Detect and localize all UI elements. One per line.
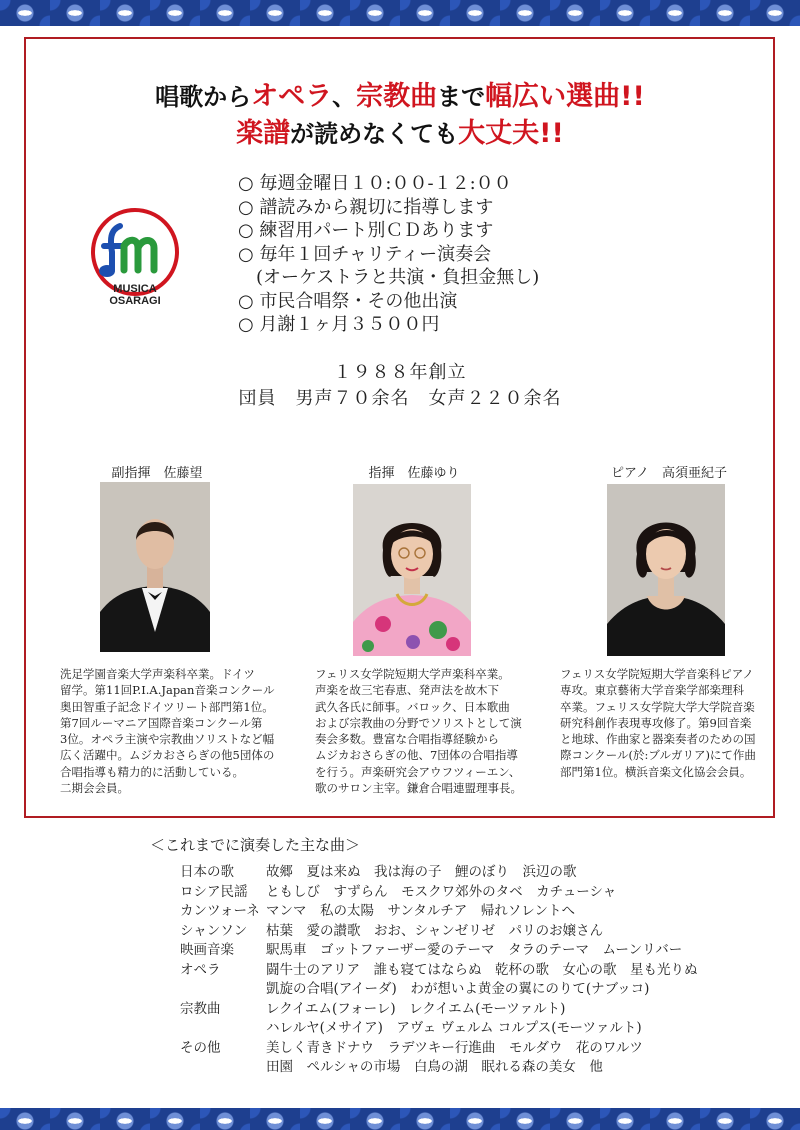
song-items: ハレルヤ(メサイア) アヴェ ヴェルム コルプス(モーツァルト) (266, 1020, 642, 1036)
portrait-photo-assistant-conductor (100, 482, 210, 652)
songs-list (180, 863, 697, 1078)
song-row (180, 1019, 697, 1039)
bio-line: 際コンクール(於:ブルガリア)にて作曲 (560, 748, 756, 763)
song-items: 闘牛士のアリア 誰も寝てはならぬ 乾杯の歌 女心の歌 星も光りぬ (266, 961, 698, 978)
song-row (180, 922, 697, 942)
song-genre: 映画音楽 (180, 942, 234, 958)
song-row (180, 980, 697, 1000)
decorative-bottom-band (0, 1108, 800, 1130)
info-item: ○ 譜読みから親切に指導します (238, 196, 494, 218)
bio-line: 武久各氏に師事。バロック、日本歌曲 (315, 699, 510, 714)
song-items: 田園 ペルシャの市場 白鳥の湖 眠れる森の美女 他 (266, 1059, 603, 1075)
song-row (180, 1039, 697, 1059)
song-genre (180, 1058, 266, 1078)
song-row (180, 902, 697, 922)
bio-line: 留学。第11回P.I.A.Japan音楽コンクール (60, 683, 275, 698)
bio-line: フェリス女学院短期大学音楽科ピアノ (560, 667, 754, 681)
song-items: 駅馬車 ゴットファーザー愛のテーマ タラのテーマ ムーンリバー (266, 942, 683, 958)
info-list (238, 172, 638, 337)
person-title-conductor: 指揮 佐藤ゆり (368, 466, 460, 481)
song-items: レクイエム(フォーレ) レクイエム(モーツァルト) (266, 1000, 566, 1017)
song-row (180, 863, 697, 883)
song-genre: 日本の歌 (180, 864, 234, 880)
bio-line: 3位。オペラ主演や宗教曲ソリストなど幅 (60, 732, 275, 747)
person-title-assistant-conductor: 副指揮 佐藤望 (111, 466, 203, 481)
bio-line: 声楽を故三宅春恵、発声法を故木下 (315, 683, 499, 698)
bio-assistant-conductor (60, 666, 285, 796)
bio-line: 部門第1位。横浜音楽文化協会会員。 (560, 764, 752, 779)
song-genre: シャンソン (180, 922, 248, 939)
bio-line: 合唱指導も精力的に活動している。 (60, 764, 244, 779)
info-item: (オーケストラと共演・負担金無し) (238, 267, 540, 288)
bio-line: 歌のサロン主宰。鎌倉合唱連盟理事長。 (315, 781, 522, 796)
info-item: ○ 毎週金曜日１０:００-１２:００ (238, 173, 512, 194)
bio-line: を行う。声楽研究会アウフツィーエン、 (315, 764, 521, 779)
bio-line: 奏会多数。豊富な合唱指導経験から (315, 732, 499, 747)
info-item: ○ 月謝１ヶ月３５００円 (238, 314, 440, 335)
bio-line: と地球、作曲家と器楽奏者のための国 (560, 732, 756, 747)
song-items: 故郷 夏は来ぬ 我は海の子 鯉のぼり 浜辺の歌 (266, 864, 577, 880)
song-row (180, 1058, 697, 1078)
song-items: ともしび すずらん モスクワ郊外のタベ カチューシャ (266, 883, 617, 900)
songs-section-title: ＜これまでに演奏した主な曲＞ (150, 836, 361, 854)
song-genre: ロシア民謡 (180, 883, 248, 900)
bio-line: 研究科創作表現専攻修了。第9回音楽 (560, 715, 752, 730)
bio-line: 広く活躍中。ムジカおさらぎの他5団体の (60, 748, 275, 763)
song-genre: カンツォーネ (180, 903, 260, 919)
member-count: 団員 男声７０余名 女声２２０余名 (238, 388, 562, 409)
founded-year: １９８８年創立 (333, 362, 467, 383)
song-items: マンマ 私の太陽 サンタルチア 帰れソレントへ (266, 903, 575, 919)
logo-note-head (99, 265, 115, 277)
logo-text-osaragi: OSARAGI (109, 295, 161, 307)
song-items: 凱旋の合唱(アイーダ) わが想いよ黄金の翼にのりて(ナブッコ) (266, 981, 650, 997)
song-genre (180, 1019, 266, 1039)
bio-pianist (560, 666, 760, 780)
bio-line: 二期会会員。 (60, 781, 129, 796)
info-item: ○ 毎年１回チャリティー演奏会 (238, 243, 492, 265)
song-genre (180, 980, 266, 1000)
song-row (180, 883, 697, 903)
song-row (180, 1000, 697, 1020)
bio-line: 卒業。フェリス女学院大学大学院音楽 (560, 699, 755, 714)
bio-conductor (315, 666, 535, 796)
song-row (180, 961, 697, 981)
song-genre: その他 (180, 1039, 221, 1056)
bio-line: 奥田智重子記念ドイツリート部門第1位。 (60, 699, 274, 714)
person-title-pianist: ピアノ 高須亜紀子 (611, 466, 727, 481)
bio-line: フェリス女学院短期大学声楽科卒業。 (315, 667, 510, 681)
musica-osaragi-logo (80, 208, 190, 308)
portrait-photo-pianist (607, 484, 725, 656)
bio-line: 専攻。東京藝術大学音楽学部楽理科 (560, 683, 744, 698)
song-row (180, 941, 697, 961)
song-genre: オペラ (180, 961, 221, 978)
bio-line: ムジカおさらぎの他、7団体の合唱指導 (315, 748, 518, 763)
decorative-top-band (0, 0, 800, 26)
headline-line-2: 楽譜が読めなくても大丈夫!! (236, 118, 564, 149)
song-genre: 宗教曲 (180, 1000, 221, 1017)
bio-line: 洗足学園音楽大学声楽科卒業。ドイツ (60, 667, 255, 681)
info-item: ○ 市民合唱祭・その他出演 (238, 290, 458, 312)
song-items: 枯葉 愛の讃歌 おお、シャンゼリゼ パリのお嬢さん (266, 922, 604, 939)
portrait-photo-conductor (353, 484, 471, 656)
bio-line: および宗教曲の分野でソリストとして演 (315, 715, 522, 730)
headline-line-1: 唱歌からオペラ、宗教曲まで幅広い選曲!! (155, 81, 645, 112)
bio-line: 第7回ルーマニア国際音楽コンクール第 (60, 715, 263, 730)
info-item: ○ 練習用パート別ＣＤあります (238, 220, 494, 241)
logo-text-musica: MUSICA (113, 283, 157, 295)
song-items: 美しく青きドナウ ラデツキー行進曲 モルダウ 花のワルツ (266, 1039, 643, 1056)
